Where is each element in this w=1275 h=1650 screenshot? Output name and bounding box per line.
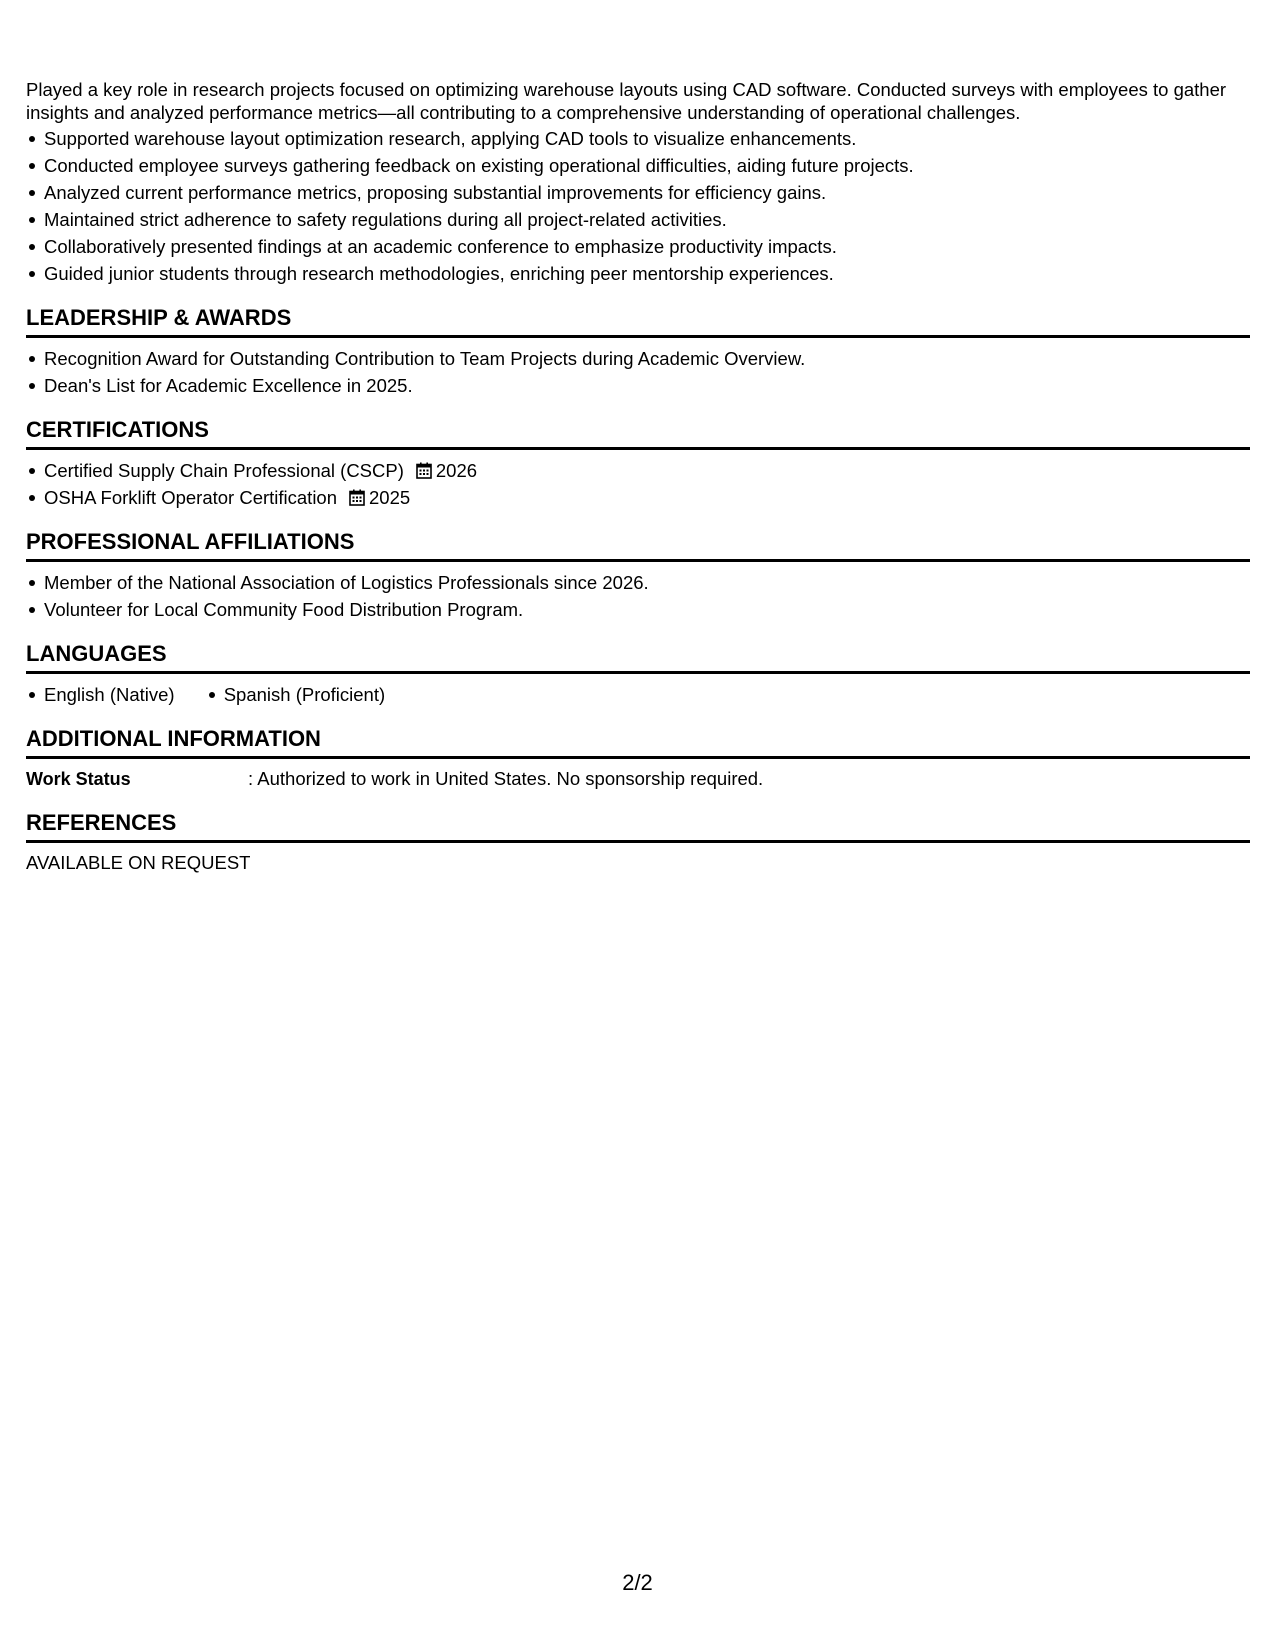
section-heading: LANGUAGES [26, 639, 1250, 674]
affiliations-section [26, 527, 1250, 623]
languages-section [26, 639, 1250, 708]
calendar-icon [349, 486, 365, 513]
list-item: Member of the National Association of Logistics Professionals since 2026. [44, 569, 1250, 596]
list-item: Volunteer for Local Community Food Distribution Program. [44, 596, 1250, 623]
additional-info-section [26, 724, 1250, 792]
section-heading: CERTIFICATIONS [26, 415, 1250, 450]
section-heading: LEADERSHIP & AWARDS [26, 303, 1250, 338]
calendar-icon [416, 459, 432, 486]
certification-item [44, 484, 1250, 511]
certifications-list [26, 457, 1250, 511]
work-status-label: Work Status [26, 769, 131, 789]
list-item: Collaboratively presented findings at an academic conference to emphasize productivity impacts. [44, 233, 1250, 260]
list-item: Supported warehouse layout optimization research, applying CAD tools to visualize enhancements. [44, 125, 1250, 152]
certifications-section [26, 415, 1250, 511]
language-item: Spanish (Proficient) [224, 681, 385, 708]
certification-year: 2025 [369, 487, 411, 508]
references-text: AVAILABLE ON REQUEST [26, 852, 251, 873]
certification-year: 2026 [435, 460, 478, 481]
certification-name: OSHA Forklift Operator Certification [44, 487, 338, 508]
page-number: 2/2 [622, 1570, 653, 1595]
experience-bullet-list [26, 125, 1250, 287]
certification-name: Certified Supply Chain Professional (CSCP) [44, 460, 404, 481]
languages-list [26, 681, 1250, 708]
language-item: English (Native) [44, 681, 175, 708]
list-item: Conducted employee surveys gathering feedback on existing operational difficulties, aiding future projects. [44, 152, 1250, 179]
list-item: Analyzed current performance metrics, proposing substantial improvements for efficiency gains. [44, 179, 1250, 206]
list-item: Guided junior students through research methodologies, enriching peer mentorship experiences. [44, 260, 1250, 287]
experience-intro: Played a key role in research projects focused on optimizing warehouse layouts using CAD software. Conducted surveys with employees to gather insights and analyzed performance metrics—all contributing to a comprehensive understanding of operational challenges. [26, 79, 1227, 123]
work-status-value: : Authorized to work in United States. No sponsorship required. [248, 768, 764, 789]
list-item: Maintained strict adherence to safety regulations during all project-related activities. [44, 206, 1250, 233]
section-heading: ADDITIONAL INFORMATION [26, 724, 1250, 759]
resume-page-content [26, 78, 1250, 876]
affiliations-list [26, 569, 1250, 623]
work-status-row [26, 766, 1250, 792]
section-heading: PROFESSIONAL AFFILIATIONS [26, 527, 1250, 562]
leadership-list [26, 345, 1250, 399]
section-heading: REFERENCES [26, 808, 1250, 843]
certification-item [44, 457, 1250, 484]
references-section [26, 808, 1250, 876]
leadership-section [26, 303, 1250, 399]
list-item: Recognition Award for Outstanding Contribution to Team Projects during Academic Overview. [44, 345, 1250, 372]
list-item: Dean's List for Academic Excellence in 2025. [44, 372, 1250, 399]
